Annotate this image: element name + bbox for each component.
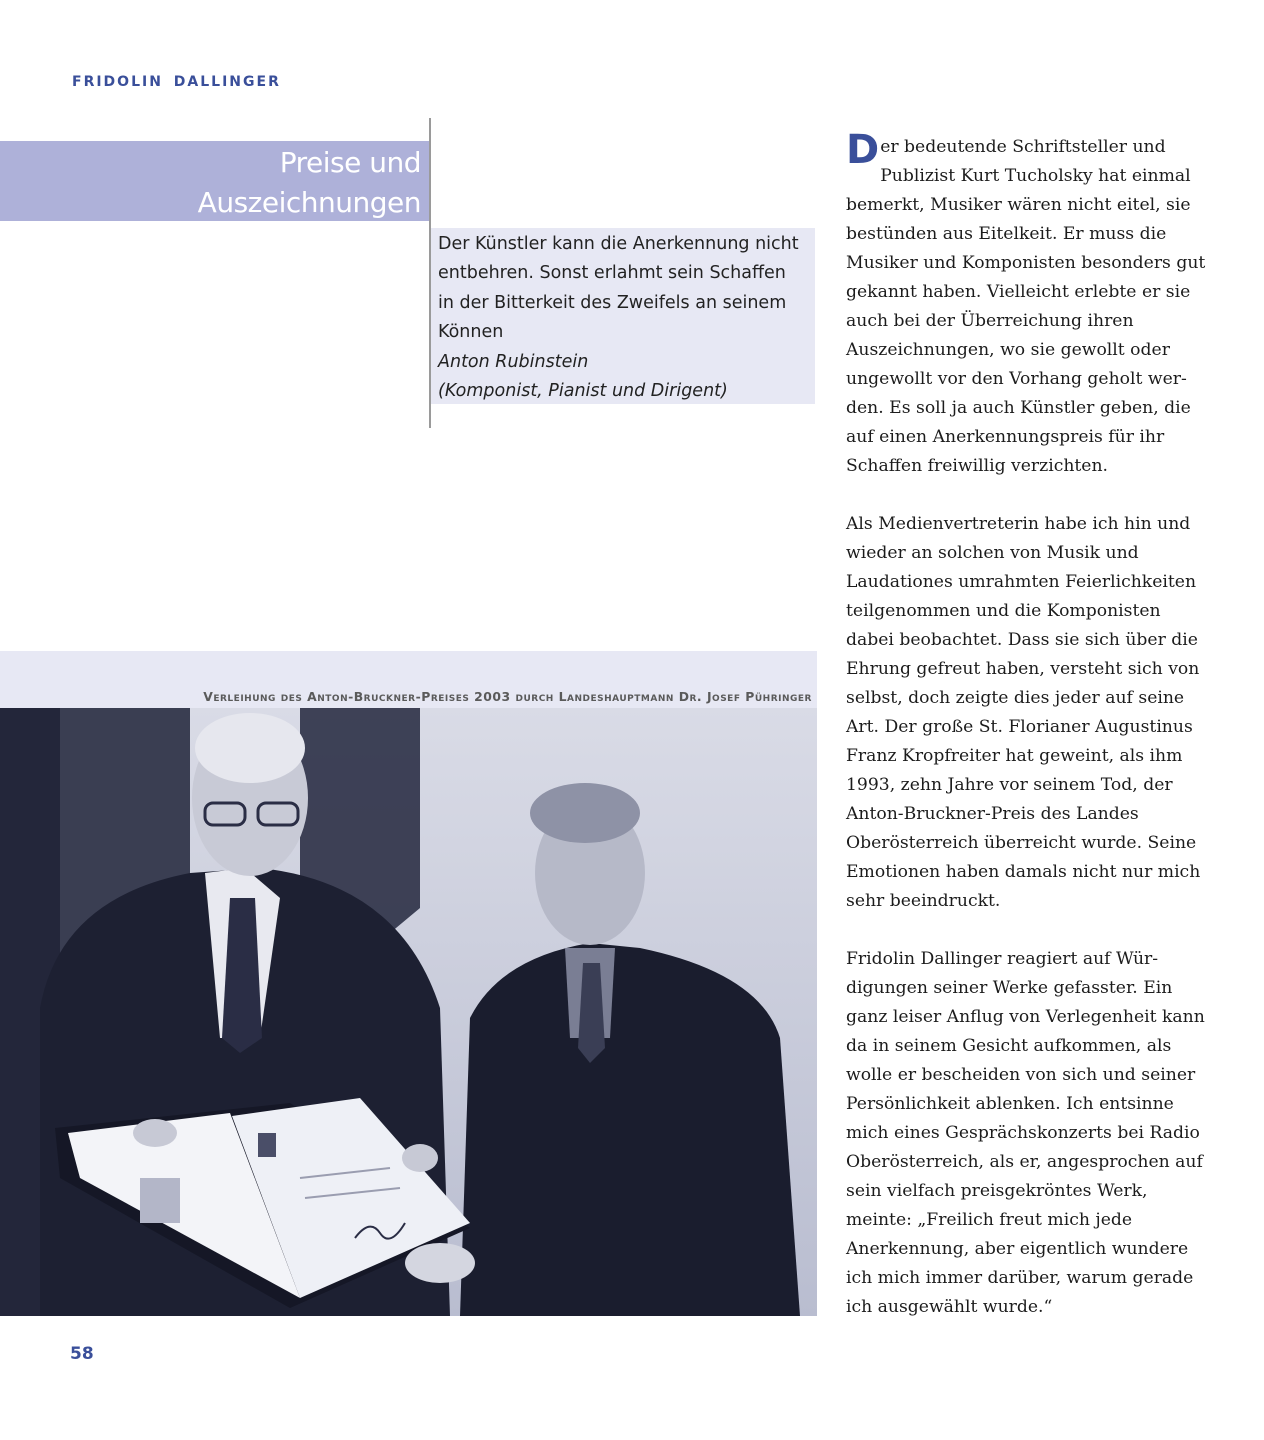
quote-line-2: entbehren. Sonst erlahmt sein Schaffen: [438, 263, 786, 284]
section-title-line-2: Auszeichnungen: [197, 186, 421, 219]
section-title: [198, 143, 421, 223]
photo-illustration: [0, 708, 817, 1316]
body-paragraph-2: Als Medienvertreterin habe ich hin und wieder an solchen von Musik und Laudationes umrahmten Feierlichkeiten teilgenommen und die Komponisten dabei beobachtet. Dass sie sich über die Ehrung gefreut haben, versteht sich von selbst, doch zeigte dies jeder auf seine Art. Der große St. Florianer Augustinus Franz Kropfreiter hat geweint, als ihm 1993, zehn Jahre vor seinem Tod, der Anton-Bruckner-Preis des Landes Oberösterreich überreicht wurde. Seine Emotionen haben damals nicht nur mich sehr beeindruckt.: [846, 514, 1201, 911]
quote-author-role: (Komponist, Pianist und Dirigent): [438, 381, 728, 402]
photo-caption: [0, 686, 812, 705]
body-text-column: [846, 127, 1208, 1351]
page-number: 58: [70, 1344, 94, 1364]
body-paragraph-1: [846, 127, 1208, 481]
body-paragraph-1-text: er bedeutende Schriftsteller und Publizist Kurt Tucholsky hat einmal bemerkt, Musiker wären nicht eitel, sie bestünden aus Eitelkeit. Er muss die Musiker und Komponisten besonders gut gekannt haben. Vielleicht erlebte er sie auch bei der Überreichung ihren Auszeichnungen, wo sie gewollt oder ungewollt vor den Vorhang geholt werden. Es soll ja auch Künstler geben, die auf einen Anerkennungspreis für ihr Schaffen freiwillig verzichten.: [846, 137, 1206, 476]
photo-caption-text: Verleihung des Anton-Bruckner-Preises 2003 durch Landeshauptmann Dr. Josef Pühringer: [203, 689, 812, 704]
section-title-line-1: Preise und: [279, 146, 421, 179]
drop-cap: D: [846, 127, 880, 173]
running-head: FRIDOLIN DALLINGER: [72, 74, 281, 90]
quote-line-1: Der Künstler kann die Anerkennung nicht: [438, 234, 799, 254]
quote-line-3: in der Bitterkeit des Zweifels an seinem: [438, 292, 787, 313]
section-title-band: [0, 141, 429, 221]
award-ceremony-photo: [0, 708, 817, 1316]
body-paragraph-3: Fridolin Dallinger reagiert auf Würdigungen seiner Werke gefasster. Ein ganz leiser Anflug von Verlegenheit kann da in seinem Gesicht aufkommen, als wolle er bescheiden von sich und seiner Persönlichkeit ablenken. Ich entsinne mich eines Gesprächskonzerts bei Radio Oberösterreich, als er, angesprochen auf sein vielfach preisgekröntes Werk, meinte: „Freilich freut mich jede Anerkennung, aber eigentlich wundere ich mich immer darüber, warum gerade ich ausgewählt wurde.“: [846, 949, 1205, 1317]
quote-line-4: Können: [438, 322, 504, 343]
epigraph-quote: [438, 230, 808, 406]
quote-author: Anton Rubinstein: [438, 351, 589, 372]
